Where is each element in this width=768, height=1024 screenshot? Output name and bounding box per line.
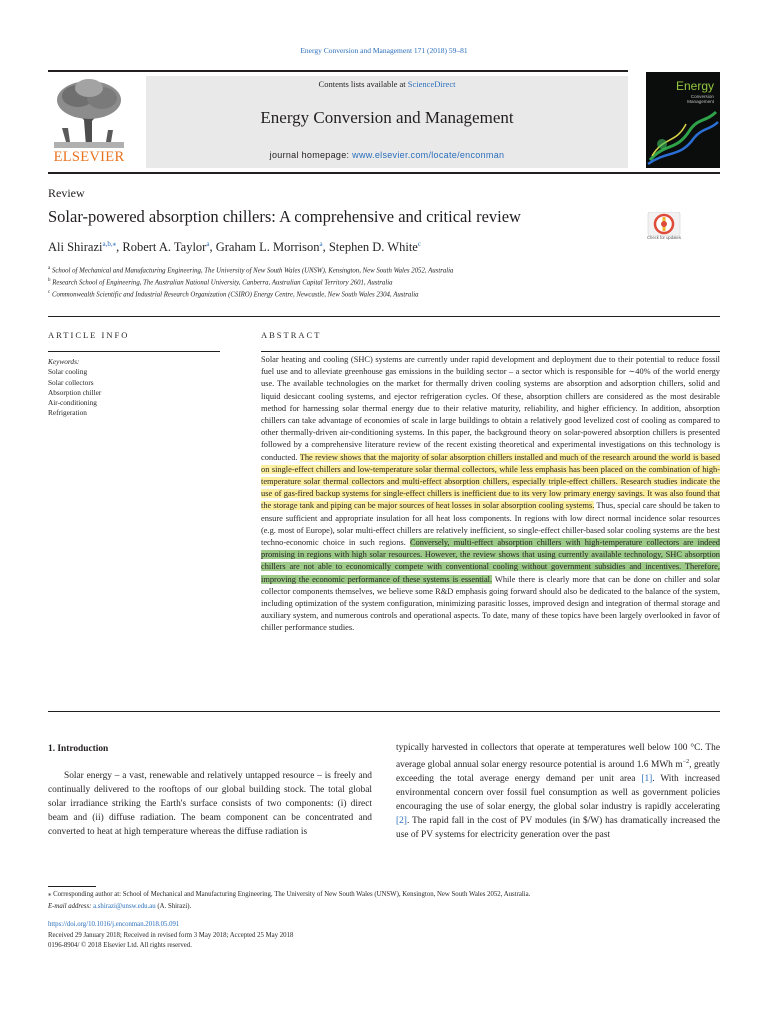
doi-link[interactable]: https://doi.org/10.1016/j.enconman.2018.05.091	[48, 921, 180, 928]
intro-text: . The rapid fall in the cost of PV modules (in $/W) has dramatically increased the use of PV systems for electricity generation over the past	[396, 815, 720, 840]
homepage-line	[146, 150, 628, 160]
masthead-top-rule	[48, 70, 628, 72]
section-divider	[48, 316, 720, 317]
corresponding-author-note: ⁎ Corresponding author at: School of Mechanical and Manufacturing Engineering, The University of New South Wales (UNSW), Kensington, New South Wales 2052, Australia.	[48, 891, 531, 898]
author-affiliation-marks[interactable]: c	[417, 240, 421, 248]
author-name[interactable]: Ali Shirazi	[48, 240, 103, 255]
email-line	[48, 901, 720, 913]
affiliation-text: School of Mechanical and Manufacturing Engineering, The University of New South Wales (UNSW), Kensington, New South Wales 2052, Australia	[51, 267, 454, 275]
cover-subtitle	[687, 94, 714, 104]
keyword-item[interactable]: Absorption chiller	[48, 387, 102, 397]
abstract-text	[261, 354, 720, 635]
affiliation-mark: a	[48, 266, 51, 271]
highlighted-passage-yellow[interactable]: The review shows that the majority of solar absorption chillers installed and much of the research around the world is based on single-effect chillers and low-temperature solar thermal collectors, while less emphasis has been placed on the combination of high-temperature solar thermal collectors and multi-effect absorption chillers, especially triple-effect chillers. Research studies indicate the use of gas-fired backup systems for single-effect chillers is inefficient due to its very low primary energy savings. It was also found that the storage tank and piping can be major sources of heat losses in solar absorption cooling systems.	[261, 452, 721, 511]
keywords-label: Keywords:	[48, 357, 80, 366]
introduction-heading: 1. Introduction	[48, 744, 109, 754]
article-type: Review	[48, 186, 85, 200]
affiliation	[48, 290, 419, 298]
intro-paragraph-continued	[396, 742, 720, 842]
elsevier-tree-icon	[48, 76, 130, 150]
author-affiliation-marks[interactable]: a	[206, 240, 210, 248]
copyright: 0196-8904/ © 2018 Elsevier Ltd. All rights reserved.	[48, 942, 192, 949]
keyword-item[interactable]: Solar cooling	[48, 367, 88, 377]
cover-subtitle-line-1: Conversion	[690, 94, 714, 99]
author-affiliation-marks[interactable]: a,b,⁎	[102, 240, 117, 248]
affiliation-text: Research School of Engineering, The Australian National University, Canberra, Australian Capital Territory 2601, Australia	[52, 279, 393, 287]
intro-text: , greatly exceeding the total average energy demand per unit area	[396, 760, 720, 784]
author-list: Ali Shirazi$^{a,b,⁎}$, Robert A. Taylor$^a$, Graham L. Morrison$^a$, Stephen D. White$^c$	[48, 240, 421, 255]
contents-line	[146, 79, 628, 89]
homepage-link[interactable]: www.elsevier.com/locate/enconman	[352, 150, 505, 160]
intro-text: typically harvested in collectors that operate at temperatures well below 100 °C. The average global annual solar energy resource potential is around 1.6 MWh m	[396, 743, 720, 771]
homepage-prefix: journal homepage:	[269, 150, 353, 160]
contents-prefix: Contents lists available at	[318, 79, 408, 89]
journal-reference[interactable]: Energy Conversion and Management 171 (2018) 59–81	[300, 46, 468, 55]
keyword-item[interactable]: Air-conditioning	[48, 398, 97, 408]
footnotes	[48, 889, 720, 912]
affiliation-mark: c	[48, 290, 51, 295]
masthead-bottom-rule	[48, 172, 720, 174]
affiliation-text: Commonwealth Scientific and Industrial Research Organization (CSIRO) Energy Centre, Newcastle, New South Wales 2304, Australia	[51, 291, 419, 299]
intro-right-column	[396, 742, 720, 842]
author-name[interactable]: Robert A. Taylor	[122, 240, 207, 255]
crossmark-icon	[646, 212, 682, 236]
intro-paragraph: Solar energy – a vast, renewable and relatively untapped resource – is freely and continually delivered to the rooftops of our global building stock. The total global solar irradiance striking the Earth's surface consists of two components: (i) direct beam and (ii) diffuse radiation. The beam component can be concentrated and converted to heat at high temperature whereas the diffuse radiation is	[48, 771, 372, 837]
cover-subtitle-line-2: Management	[687, 99, 714, 105]
keyword-item[interactable]: Refrigeration	[48, 408, 87, 418]
abstract-text-part: While there is clearly more that can be done on chiller and solar collector components themselves, we believe some R&D emphasis going forward should also be dedicated to the balance of the system, including optimization of the system configuration, minimizing parasitic losses, improved design and integration of thermal storage and auxiliary system, and numerous controls and operational aspects. To date, many of these topics have been largely overlooked in favor of chiller performance studies.	[261, 574, 720, 633]
highlighted-passage-green[interactable]: Conversely, multi-effect absorption chillers with high-temperature collectors are indeed promising in regions with high solar resources. However, the review shows that using currently available technology, SHC absorption chillers are not able to economically compete with conventional cooling without government subsidies and incentives. Therefore, improving the economic performance of these systems is essential.	[261, 538, 720, 584]
affiliation	[48, 278, 393, 286]
section-divider	[48, 711, 720, 712]
footnote-rule	[48, 886, 96, 887]
crossmark-button[interactable]	[646, 212, 682, 252]
author-name[interactable]: Stephen D. White	[328, 240, 418, 255]
received-dates: Received 29 January 2018; Received in revised form 3 May 2018; Accepted 25 May 2018	[48, 931, 294, 939]
email-link[interactable]: a.shirazi@unsw.edu.au	[93, 902, 156, 910]
intro-text: . With increased environmental concern over fossil fuel consumption as well as government policies encouraging the use of solar energy, the global solar industry is rapidly accelerating	[396, 773, 720, 812]
email-label: E-mail address:	[48, 902, 94, 910]
keyword-item[interactable]: Solar collectors	[48, 377, 94, 387]
article-title: Solar-powered absorption chillers: A comprehensive and critical review	[48, 207, 521, 226]
keywords-block	[48, 357, 228, 419]
author-affiliation-marks[interactable]: a	[319, 240, 323, 248]
reference-link-1[interactable]: [1]	[641, 773, 653, 784]
cover-title: Energy	[675, 79, 714, 93]
masthead-box	[146, 76, 628, 168]
abstract-text-part: Solar heating and cooling (SHC) systems are currently under rapid development and deployment due to their potential to reduce fossil fuel use and to alleviate greenhouse gas emissions in the building sector – a sector which is responsible for ∼40% of the world energy use. The available technologies on the market for thermally driven cooling systems are absorption and adsorption chillers, solid and liquid desiccant cooling systems, and ejector refrigeration cycles. Of these, absorption chillers are considered as the most desirable method for harnessing solar thermal energy due to their relative maturity, reliability, and higher efficiency. In addition, absorption chillers can take advantage of economies of scale in large buildings to obtain a relatively good levelized cost of cooling as compared to other thermally-driven air-conditioning systems. In this paper, the background theory on solar-powered absorption chillers is presented followed by a comprehensive literature review of the recent existing theoretical and experimental investigations on this technology is conducted.	[261, 355, 720, 462]
sciencedirect-link[interactable]: ScienceDirect	[407, 79, 456, 89]
journal-name: Energy Conversion and Management	[260, 108, 514, 127]
email-suffix: (A. Shirazi).	[155, 902, 192, 910]
author-name[interactable]: Graham L. Morrison	[215, 240, 320, 255]
elsevier-wordmark: ELSEVIER	[53, 149, 125, 165]
crossmark-label: Check for updates	[647, 235, 681, 240]
reference-link-2[interactable]: [2]	[396, 815, 407, 826]
article-info-heading: ARTICLE INFO	[48, 330, 130, 340]
abstract-rule	[261, 351, 720, 352]
superscript: −2	[682, 758, 690, 765]
article-info-rule	[48, 351, 220, 352]
abstract-text-part: Thus, special care should be taken to ensure sufficient and appropriate insulation for all heat loss components. In regions with low direct normal incidence solar resources (e.g. most of Europe), solar multi-effect chillers are relatively inefficient, so single-effect chiller-based solar cooling systems are the best techno-economic choice in such regions.	[261, 501, 720, 548]
journal-cover[interactable]	[646, 72, 720, 168]
publication-info	[48, 920, 293, 952]
intro-left-column	[48, 770, 372, 840]
abstract-heading: ABSTRACT	[261, 330, 322, 340]
elsevier-logo	[48, 76, 130, 168]
affiliation	[48, 266, 453, 274]
affiliation-mark: b	[48, 278, 51, 283]
